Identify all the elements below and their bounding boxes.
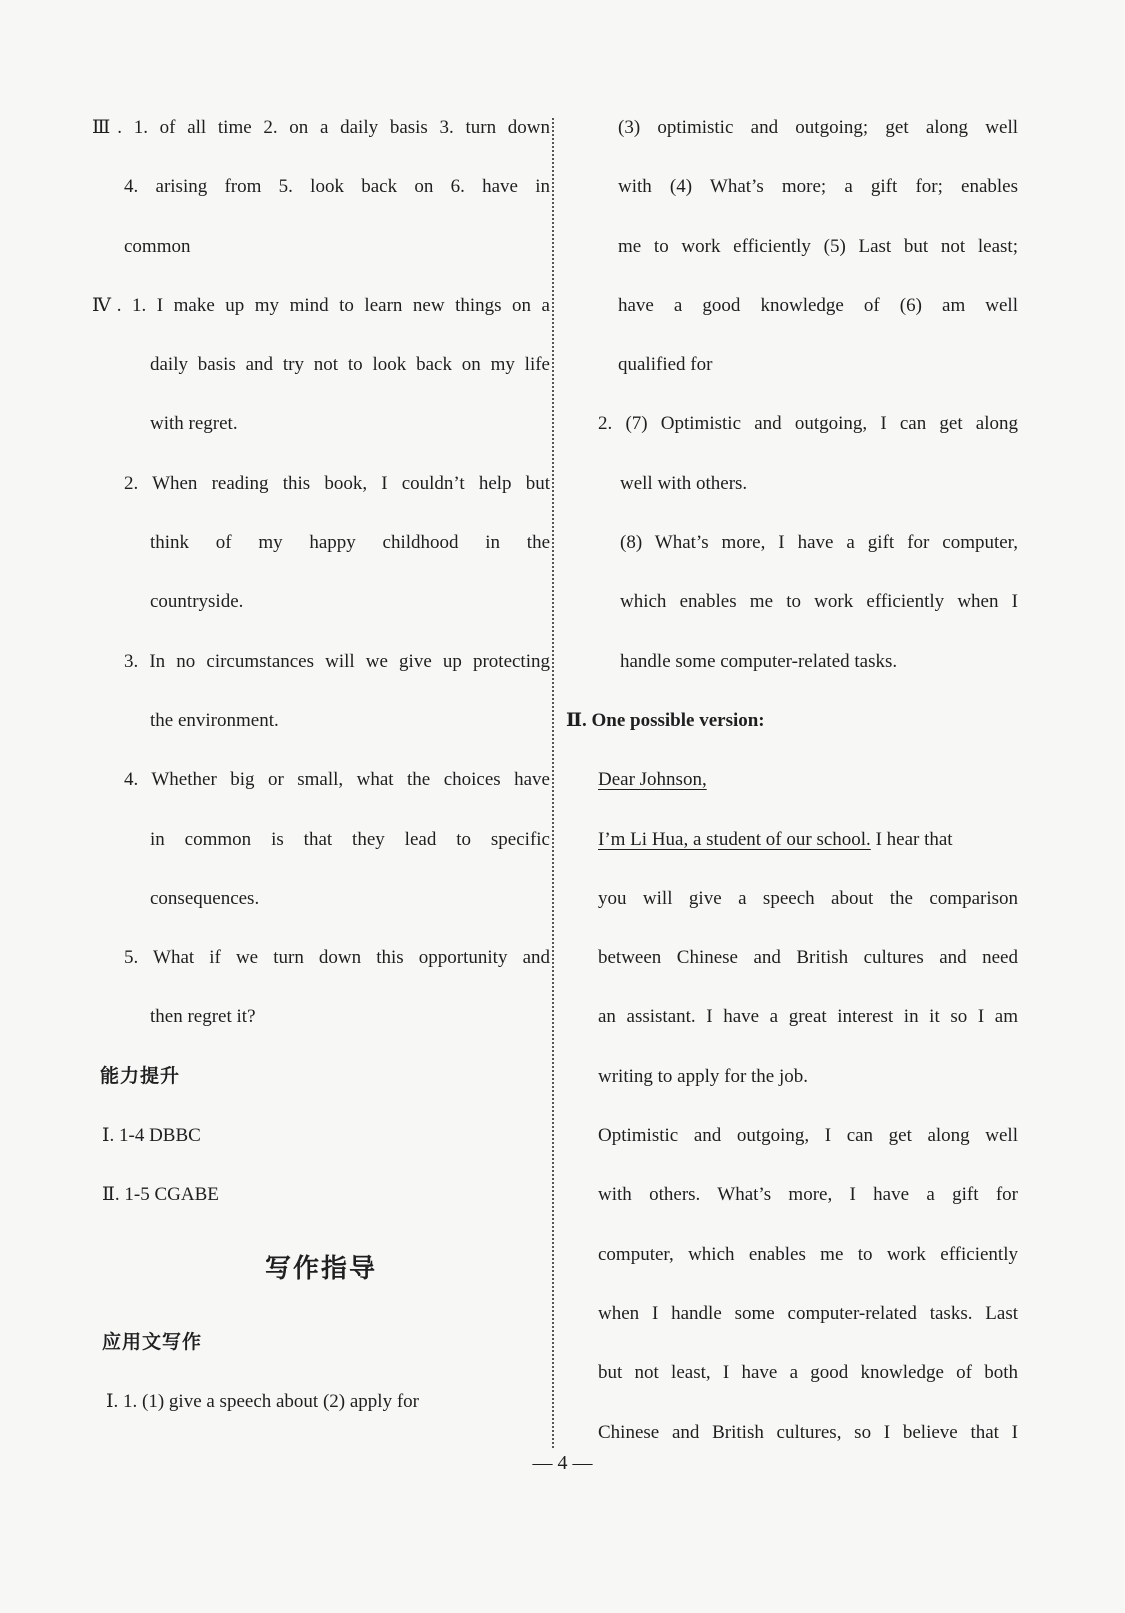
section-4-answer-1-cont: daily basis and try not to look back on my life bbox=[150, 354, 550, 376]
writing-answer-8-cont: which enables me to work efficiently when I bbox=[620, 591, 1018, 613]
section-4-answer-5: 5. What if we turn down this opportunity and bbox=[124, 947, 550, 969]
section-3-answers-end: common bbox=[124, 235, 191, 257]
letter-salutation bbox=[566, 750, 1018, 809]
section-3-answers-cont: 4. arising from 5. look back on 6. have in bbox=[124, 176, 550, 198]
section-4-answer-4-end: consequences. bbox=[150, 887, 260, 909]
letter-line-5: writing to apply for the job. bbox=[598, 1065, 809, 1087]
letter-line-10: but not least, I have a good knowledge of both bbox=[598, 1362, 1018, 1384]
section-4-answer-4: 4. Whether big or small, what the choices have bbox=[124, 769, 550, 791]
section-4-answer-2-end: countryside. bbox=[150, 591, 244, 613]
writing-answer-4: with (4) What’s more; a gift for; enables bbox=[618, 176, 1018, 198]
writing-answer-1: Ⅰ. 1. (1) give a speech about (2) apply for bbox=[106, 1390, 419, 1412]
section-4-answer-2: 2. When reading this book, I couldn’t help but bbox=[124, 472, 550, 494]
writing-guide-title: 写作指导 bbox=[264, 1253, 377, 1284]
section-4-answer-3-end: the environment. bbox=[150, 709, 279, 731]
practical-writing-heading: 应用文写作 bbox=[102, 1330, 203, 1353]
letter-line-3: between Chinese and British cultures and need bbox=[598, 947, 1018, 969]
letter-line-11: Chinese and British cultures, so I believe that I bbox=[598, 1421, 1018, 1443]
writing-answer-6-end: qualified for bbox=[618, 354, 713, 376]
section-4-answer-4-cont: in common is that they lead to specific bbox=[150, 828, 550, 850]
letter-line-1 bbox=[566, 810, 1018, 869]
writing-answer-3: (3) optimistic and outgoing; get along well bbox=[618, 117, 1018, 138]
ability-heading: 能力提升 bbox=[100, 1064, 181, 1087]
letter-line-6: Optimistic and outgoing, I can get along well bbox=[598, 1125, 1018, 1147]
section-3-answers: Ⅲ. 1. of all time 2. on a daily basis 3. turn down bbox=[92, 117, 550, 138]
writing-answer-8: (8) What’s more, I have a gift for computer, bbox=[620, 532, 1018, 554]
writing-answer-5: me to work efficiently (5) Last but not least; bbox=[618, 235, 1018, 257]
letter-line-2: you will give a speech about the comparison bbox=[598, 887, 1018, 909]
page-number: — 4 — bbox=[532, 1452, 593, 1474]
writing-answer-7: 2. (7) Optimistic and outgoing, I can get along bbox=[598, 413, 1018, 435]
letter-intro-underlined: I’m Li Hua, a student of our school. bbox=[598, 828, 871, 850]
writing-answer-7-end: well with others. bbox=[620, 472, 748, 494]
ability-answer-1: Ⅰ. 1-4 DBBC bbox=[102, 1125, 201, 1147]
letter-intro-rest: I hear that bbox=[870, 828, 953, 850]
ability-answer-2: Ⅱ. 1-5 CGABE bbox=[102, 1184, 219, 1206]
left-column bbox=[92, 98, 550, 1431]
writing-answer-8-end: handle some computer-related tasks. bbox=[620, 650, 898, 672]
section-4-answer-1-end: with regret. bbox=[150, 413, 238, 435]
sample-version-heading: Ⅱ. One possible version: bbox=[566, 709, 765, 731]
right-column bbox=[566, 98, 1018, 1462]
section-4-answer-1: Ⅳ. 1. I make up my mind to learn new things on a bbox=[92, 294, 550, 316]
writing-answer-6: have a good knowledge of (6) am well bbox=[618, 294, 1018, 316]
column-divider bbox=[552, 118, 554, 1448]
letter-salutation-text: Dear Johnson, bbox=[598, 769, 707, 791]
letter-line-8: computer, which enables me to work efficiently bbox=[598, 1243, 1018, 1265]
section-4-answer-2-cont: think of my happy childhood in the bbox=[150, 532, 550, 554]
letter-line-7: with others. What’s more, I have a gift for bbox=[598, 1184, 1018, 1206]
section-4-answer-5-end: then regret it? bbox=[150, 1006, 256, 1028]
letter-line-9: when I handle some computer-related tasks. Last bbox=[598, 1302, 1018, 1324]
letter-line-4: an assistant. I have a great interest in it so I am bbox=[598, 1006, 1018, 1028]
section-4-answer-3: 3. In no circumstances will we give up protecting bbox=[124, 650, 550, 672]
